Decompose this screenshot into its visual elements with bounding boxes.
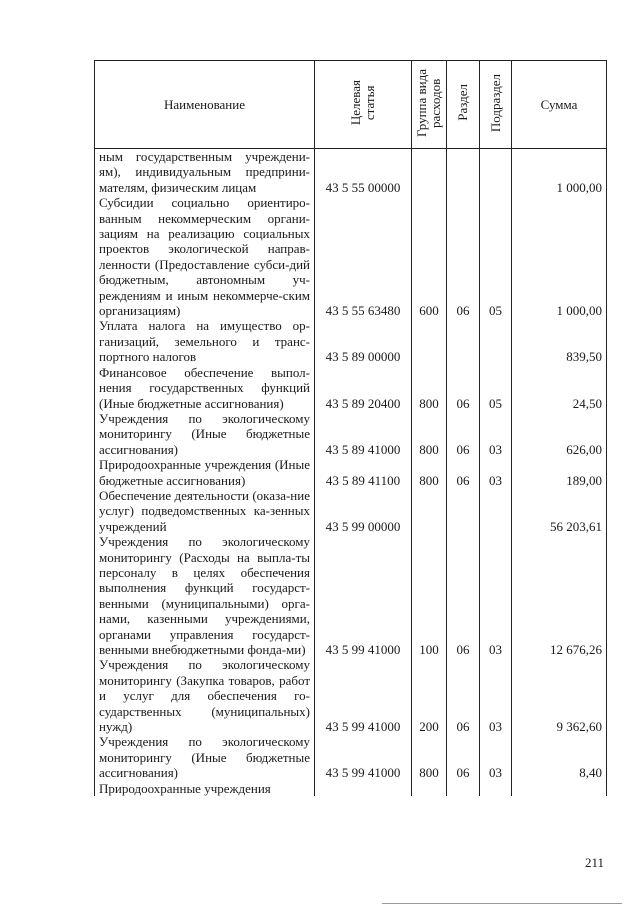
row-section: 06 — [447, 657, 480, 734]
row-section — [447, 318, 480, 364]
row-code: 43 5 99 41000 — [315, 534, 412, 657]
row-sum: 626,00 — [512, 411, 607, 457]
header-sum: Сумма — [512, 61, 607, 149]
header-subsection: Подраздел — [480, 61, 512, 149]
table-row — [95, 534, 607, 657]
header-expense-group: Группа вида расходов — [412, 61, 447, 149]
row-name: Учреждения по экологическому мониторингу (Закупка товаров, работ и услуг для обеспечения го-сударственных (муниципальных) нужд) — [95, 657, 315, 734]
row-code: 43 5 89 00000 — [315, 318, 412, 364]
row-sum: 12 676,26 — [512, 534, 607, 657]
row-code: 43 5 55 63480 — [315, 195, 412, 318]
table-row — [95, 195, 607, 318]
row-sum: 8,40 — [512, 734, 607, 780]
row-code: 43 5 99 00000 — [315, 488, 412, 534]
row-section: 06 — [447, 195, 480, 318]
row-group: 200 — [412, 657, 447, 734]
row-sum: 9 362,60 — [512, 657, 607, 734]
row-group — [412, 781, 447, 796]
row-subsection — [480, 318, 512, 364]
row-sum: 24,50 — [512, 365, 607, 411]
row-group — [412, 149, 447, 196]
table-row — [95, 318, 607, 364]
row-code: 43 5 99 41000 — [315, 657, 412, 734]
row-sum: 839,50 — [512, 318, 607, 364]
row-name: Финансовое обеспечение выпол-нения государственных функций (Иные бюджетные ассигнования) — [95, 365, 315, 411]
row-subsection: 03 — [480, 657, 512, 734]
row-subsection: 03 — [480, 457, 512, 488]
row-section: 06 — [447, 457, 480, 488]
row-name: Учреждения по экологическому мониторингу (Расходы на выпла-ты персоналу в целях обеспечения выполнения функций государст-венными (муниципальными) орга-нами, казенными учреждениями, органами управления государст-венными внебюджетными фонда-ми) — [95, 534, 315, 657]
row-name: Субсидии социально ориентиро-ванным некоммерческим органи-зациям на реализацию социальных проектов экологической направ-ленности (Предоставление субси-дий бюджетным, автономным уч-реждениям и иным некоммерче-ским организациям) — [95, 195, 315, 318]
budget-table — [94, 60, 607, 796]
row-name: Природоохранные учреждения (Иные бюджетные ассигнования) — [95, 457, 315, 488]
row-section: 06 — [447, 734, 480, 780]
row-code: 43 5 99 41000 — [315, 734, 412, 780]
row-name: Обеспечение деятельности (оказа-ние услуг) подведомственных ка-зенных учреждений — [95, 488, 315, 534]
header-name: Наименование — [95, 61, 315, 149]
scan-artifact-line — [382, 903, 622, 904]
row-code: 43 5 89 41000 — [315, 411, 412, 457]
row-name: Природоохранные учреждения — [95, 781, 315, 796]
header-target-article: Целевая статья — [315, 61, 412, 149]
row-sum: 1 000,00 — [512, 149, 607, 196]
row-group: 600 — [412, 195, 447, 318]
row-code: 43 5 55 00000 — [315, 149, 412, 196]
row-subsection — [480, 781, 512, 796]
row-section: 06 — [447, 534, 480, 657]
header-section: Раздел — [447, 61, 480, 149]
table-row — [95, 488, 607, 534]
row-sum: 189,00 — [512, 457, 607, 488]
row-code — [315, 781, 412, 796]
row-sum: 1 000,00 — [512, 195, 607, 318]
table-row — [95, 365, 607, 411]
row-sum: 56 203,61 — [512, 488, 607, 534]
row-section: 06 — [447, 365, 480, 411]
row-subsection: 03 — [480, 411, 512, 457]
row-group: 800 — [412, 457, 447, 488]
row-name: Учреждения по экологическому мониторингу (Иные бюджетные ассигнования) — [95, 734, 315, 780]
row-subsection: 03 — [480, 534, 512, 657]
table-row — [95, 457, 607, 488]
row-group: 100 — [412, 534, 447, 657]
row-section — [447, 488, 480, 534]
table-row — [95, 734, 607, 780]
row-subsection — [480, 488, 512, 534]
page-number: 211 — [585, 855, 605, 870]
row-code: 43 5 89 20400 — [315, 365, 412, 411]
row-group — [412, 488, 447, 534]
row-group: 800 — [412, 365, 447, 411]
row-name: Уплата налога на имущество ор-ганизаций, земельного и транс-портного налогов — [95, 318, 315, 364]
row-group: 800 — [412, 734, 447, 780]
row-group: 800 — [412, 411, 447, 457]
table-row — [95, 781, 607, 796]
row-subsection: 05 — [480, 195, 512, 318]
row-sum — [512, 781, 607, 796]
row-subsection: 03 — [480, 734, 512, 780]
row-code: 43 5 89 41100 — [315, 457, 412, 488]
table-row — [95, 149, 607, 196]
row-subsection: 05 — [480, 365, 512, 411]
row-section: 06 — [447, 411, 480, 457]
row-section — [447, 149, 480, 196]
row-group — [412, 318, 447, 364]
row-subsection — [480, 149, 512, 196]
row-name: ным государственным учреждени-ям), индивидуальным предприни-мателям, физическим лицам — [95, 149, 315, 196]
table-row — [95, 411, 607, 457]
table-row — [95, 657, 607, 734]
row-section — [447, 781, 480, 796]
header-row — [95, 61, 607, 149]
row-name: Учреждения по экологическому мониторингу (Иные бюджетные ассигнования) — [95, 411, 315, 457]
